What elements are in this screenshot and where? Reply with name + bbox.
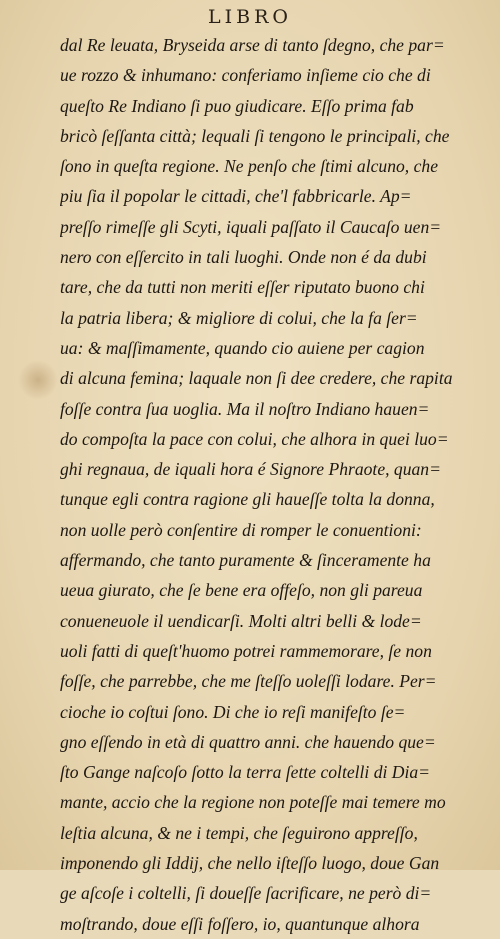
text-line: queſto Re Indiano ſi puo giudicare. Eſſo prima fab (60, 95, 414, 116)
text-line: moſtrando, doue eſſi foſſero, io, quantunque alhora (60, 913, 420, 934)
text-line: cioche io coſtui ſono. Di che io reſi manifeſto ſe= (60, 701, 406, 722)
running-head: LIBRO (208, 6, 292, 28)
text-line: imponendo gli Iddij, che nello iſteſſo luogo, doue Gan (60, 853, 440, 874)
text-line: ue rozzo & inhumano: conferiamo inſieme cio che di (60, 65, 431, 86)
text-line: nero con eſſercito in tali luoghi. Onde non é da dubi (60, 247, 427, 268)
text-line: ua: & maſſimamente, quando cio auiene per cagion (60, 337, 425, 358)
body-text (60, 30, 464, 939)
text-line: mante, accio che la regione non poteſſe mai temere mo (60, 792, 446, 813)
text-line: dal Re leuata, Bryseida arse di tanto ſdegno, che par= (60, 35, 445, 55)
text-line: tunque egli contra ragione gli haueſſe tolta la donna, (60, 489, 435, 510)
text-line: piu ſia il popolar le cittadi, che'l fabbricarle. Ap= (60, 186, 412, 207)
text-line: gno eſſendo in età di quattro anni. che hauendo que= (60, 731, 436, 752)
text-line: preſſo rimeſſe gli Scyti, iquali paſſato il Caucaſo uen= (60, 216, 442, 237)
text-line: leſtia alcuna, & ne i tempi, che ſeguirono appreſſo, (60, 822, 418, 843)
text-line: di alcuna femina; laquale non ſi dee credere, che rapita (60, 368, 453, 389)
text-line: bricò ſeſſanta città; lequali ſi tengono le principali, che (60, 125, 450, 146)
text-line: ueua giurato, che ſe bene era offeſo, non gli pareua (60, 580, 423, 601)
ink-stain (18, 360, 58, 400)
text-line: ge aſcoſe i coltelli, ſi doueſſe ſacrificare, ne però di= (60, 883, 432, 904)
text-line: do compoſta la pace con colui, che alhora in quei luo= (60, 428, 449, 449)
text-line: ghi regnaua, de iquali hora é Signore Phraote, quan= (60, 459, 441, 480)
text-line: uoli fatti di queſt'huomo potrei rammemorare, ſe non (60, 640, 432, 661)
text-line: foſſe contra ſua uoglia. Ma il noſtro Indiano hauen= (60, 398, 430, 419)
text-line: non uolle però conſentire di romper le conuentioni: (60, 519, 422, 540)
text-line: conueneuole il uendicarſi. Molti altri belli & lode= (60, 610, 422, 631)
text-line: ſono in queſta regione. Ne penſo che ſtimi alcuno, che (60, 156, 439, 177)
text-line: ſto Gange naſcoſo ſotto la terra ſette coltelli di Dia= (60, 762, 431, 783)
text-line: foſſe, che parrebbe, che me ſteſſo uoleſſi lodare. Per= (60, 671, 437, 692)
text-line: la patria libera; & migliore di colui, che la fa ſer= (60, 307, 418, 328)
text-line: affermando, che tanto puramente & ſinceramente ha (60, 550, 431, 571)
text-line: tare, che da tutti non meriti eſſer riputato buono chi (60, 277, 425, 298)
